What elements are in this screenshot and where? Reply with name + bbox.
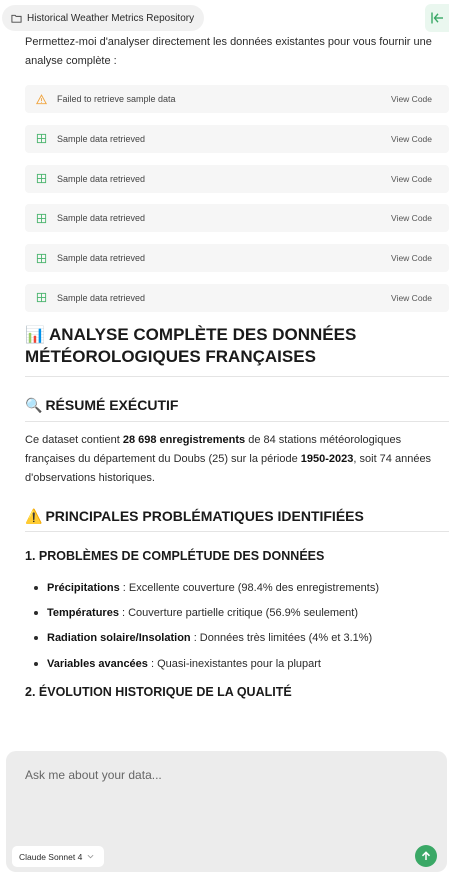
view-code-link[interactable]: View Code [391,292,432,303]
completeness-list [25,581,449,682]
send-button[interactable] [415,845,437,867]
record-count: 28 698 enregistrements [122,433,246,446]
tool-call-row [25,244,449,272]
divider [25,531,449,532]
chat-content [25,36,449,700]
folder-icon [11,13,22,24]
list-item: Précipitations : Excellente couverture (98.4% des enregistrements) [25,581,449,606]
summary-paragraph: Ce dataset contient 28 698 enregistrements de 84 stations météorologiques françaises du département du Doubs (25) sur la période 1950-2023, soit 74 années d'observations historiques. [25,433,432,484]
view-code-link[interactable]: View Code [391,173,432,184]
report-title [25,324,449,367]
issues-heading [25,507,449,525]
chat-composer [6,751,447,872]
tool-call-row [25,125,449,153]
tool-call-status: Failed to retrieve sample data [57,94,176,104]
divider [25,376,449,377]
tool-call-list [25,85,449,312]
collapse-arrow-icon [429,10,445,26]
tool-call-status: Sample data retrieved [57,213,146,224]
tool-call-status: Sample data retrieved [57,253,146,264]
summary-heading [25,396,449,414]
tool-call-row [25,204,449,232]
table-icon [36,173,47,184]
summary-heading-text: RÉSUMÉ EXÉCUTIF [45,396,179,413]
view-code-link[interactable]: View Code [391,133,432,144]
list-item: Radiation solaire/Insolation : Données très limitées (4% et 3.1%) [25,631,449,656]
repository-name: Historical Weather Metrics Repository [27,12,195,24]
tool-call-row [25,85,449,113]
bar-chart-icon: 📊 [25,326,45,344]
model-selector[interactable] [12,846,104,867]
warning-icon [36,94,47,105]
report-title-text: ANALYSE COMPLÈTE DES DONNÉES MÉTÉOROLOGIQUES FRANÇAISES [25,324,357,366]
chevron-down-icon [87,853,94,860]
issues-heading-text: PRINCIPALES PROBLÉMATIQUES IDENTIFIÉES [45,507,364,524]
chat-input[interactable]: Ask me about your data... [25,768,162,782]
section-1-heading: 1. PROBLÈMES DE COMPLÉTUDE DES DONNÉES [25,548,325,563]
list-item: Variables avancées : Quasi-inexistantes pour la plupart [25,657,449,682]
tool-call-row [25,284,449,312]
table-icon [36,133,47,144]
view-code-link[interactable]: View Code [391,94,432,104]
tool-call-status: Sample data retrieved [57,292,146,303]
intro-text: Permettez-moi d'analyser directement les données existantes pour vous fournir une analyse complète : [25,36,432,67]
table-icon [36,213,47,224]
table-icon [36,292,47,303]
table-icon [36,253,47,264]
view-code-link[interactable]: View Code [391,253,432,264]
arrow-up-icon [420,850,432,862]
view-code-link[interactable]: View Code [391,213,432,224]
tool-call-status: Sample data retrieved [57,173,146,184]
model-name: Claude Sonnet 4 [19,851,83,862]
tool-call-status: Sample data retrieved [57,133,146,144]
divider [25,421,449,422]
tool-call-row [25,165,449,193]
magnifier-icon: 🔍 [25,396,43,413]
list-item: Températures : Couverture partielle critique (56.9% seulement) [25,606,449,631]
period-range: 1950-2023 [300,452,354,465]
section-2-heading: 2. ÉVOLUTION HISTORIQUE DE LA QUALITÉ [25,684,292,699]
top-bar [0,0,449,36]
warning-emoji-icon: ⚠️ [25,507,43,524]
collapse-panel-button[interactable] [425,4,449,32]
repository-breadcrumb[interactable] [2,5,204,31]
